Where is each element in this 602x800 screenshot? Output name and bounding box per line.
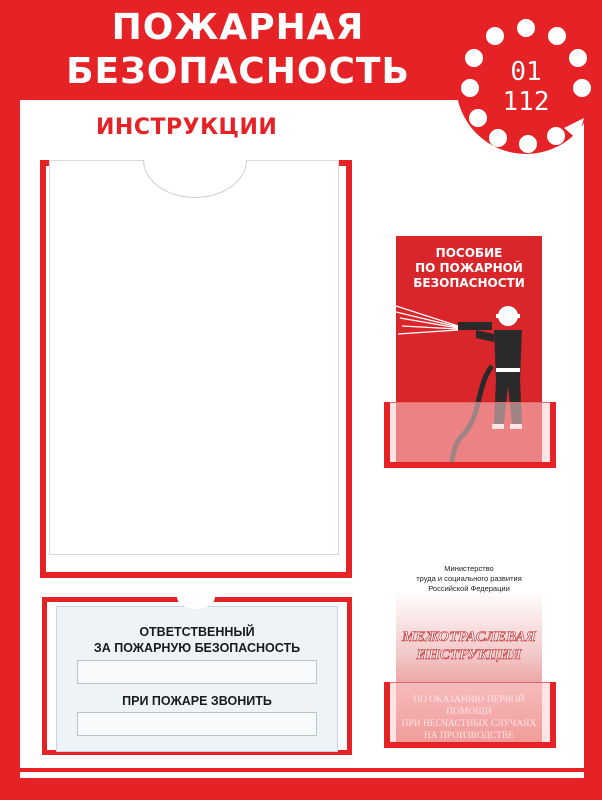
frame-left — [0, 0, 20, 800]
document-pocket-sheet — [49, 160, 339, 555]
first-aid-brochure-publisher — [396, 564, 542, 594]
holder2-lip-bottom — [384, 742, 556, 748]
frame-bottom — [0, 778, 602, 800]
publisher-line1: Министерство — [444, 564, 494, 573]
firefighter-body — [494, 330, 522, 380]
holder2-lip-right — [550, 682, 556, 748]
publisher-line3: Российской Федерации — [428, 584, 510, 593]
fire-call-number-field[interactable] — [77, 712, 317, 736]
brochure2-title-line2: ИНСТРУКЦИЯ — [416, 647, 522, 663]
brochure1-title-line2: ПО ПОЖАРНОЙ — [415, 261, 523, 275]
responsible-label-line2: ЗА ПОЖАРНУЮ БЕЗОПАСНОСТЬ — [93, 641, 301, 655]
phone-dial-icon — [452, 10, 600, 158]
responsible-name-field[interactable] — [77, 660, 317, 684]
holder1-lip-bottom — [384, 462, 556, 468]
holder2-lip-left — [384, 682, 390, 748]
board-title-line2: БЕЗОПАСНОСТЬ — [66, 51, 410, 92]
dial-number-top: 01 — [510, 57, 542, 87]
fire-call-label: ПРИ ПОЖАРЕ ЗВОНИТЬ — [122, 694, 272, 708]
water-spray — [396, 306, 458, 334]
holder1-lip-right — [550, 402, 556, 468]
holder1-lip-left — [384, 402, 390, 468]
board-subtitle: ИНСТРУКЦИИ — [96, 115, 278, 140]
brochure-holder-1 — [388, 402, 552, 468]
brochure-holder-2 — [388, 682, 552, 748]
bottom-divider-line — [20, 768, 584, 772]
brochure2-title-line1: МЕЖОТРАСЛЕВАЯ — [401, 629, 537, 645]
responsible-label — [56, 624, 338, 656]
brochure1-title-line1: ПОСОБИЕ — [435, 246, 503, 260]
board-title — [48, 6, 428, 94]
brochure1-title-line3: БЕЗОПАСНОСТИ — [413, 276, 525, 290]
hose-nozzle — [458, 322, 492, 330]
fire-safety-brochure-title — [396, 246, 542, 291]
responsible-label-line1: ОТВЕТСТВЕННЫЙ — [139, 625, 255, 639]
first-aid-brochure-title — [396, 628, 542, 664]
board-title-line1: ПОЖАРНАЯ — [111, 7, 365, 48]
dial-number-bottom: 112 — [502, 87, 550, 117]
publisher-line2: труда и социального развития — [416, 574, 522, 583]
